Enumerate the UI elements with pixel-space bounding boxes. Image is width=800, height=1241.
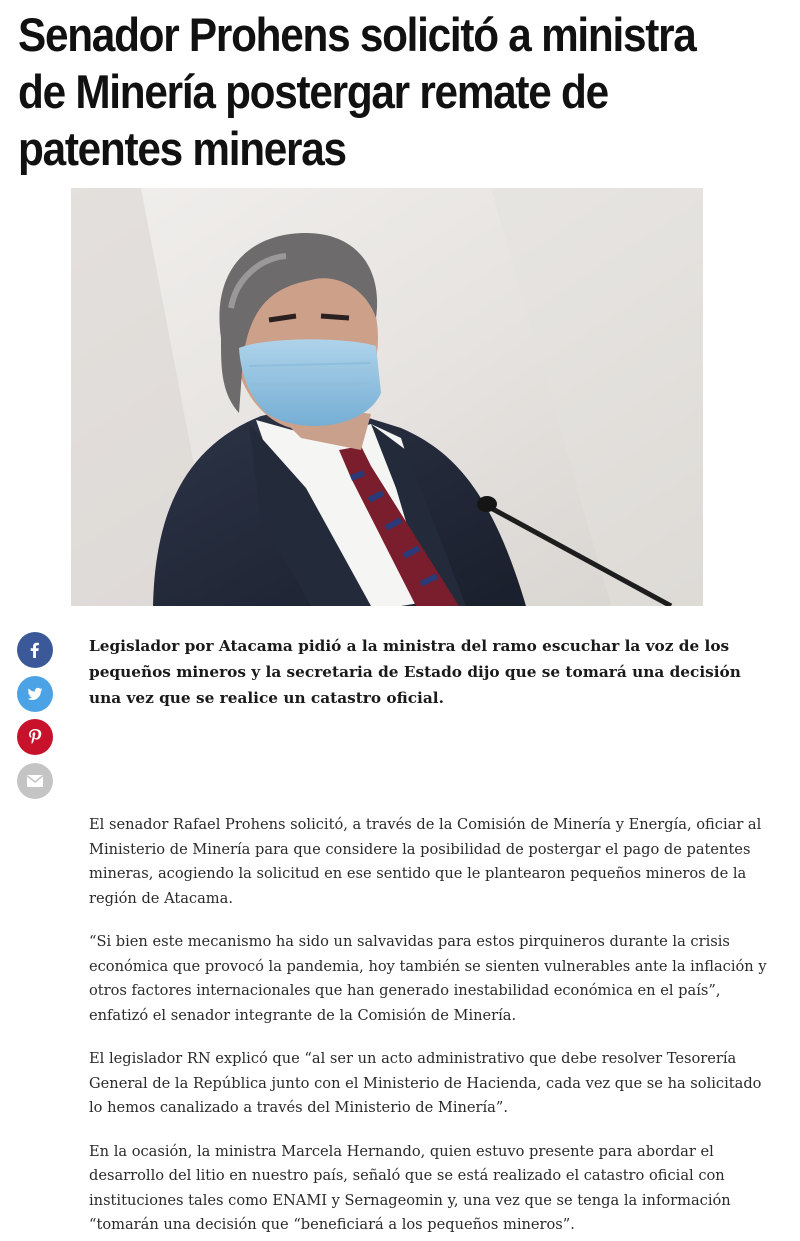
article-title: Senador Prohens solicitó a ministra de Minería postergar remate de patentes mineras [18, 8, 696, 175]
article-paragraph: En la ocasión, la ministra Marcela Hernando, quien estuvo presente para abordar el desarrollo del litio en nuestro país, señaló que se está realizado el catastro oficial con instituciones tales como ENAMI y Sernageomin y, una vez que se tenga la información “tomarán una decisión que “beneficiará a los pequeños mineros”. [89, 1142, 731, 1233]
twitter-icon [26, 685, 44, 703]
article-lead: Legislador por Atacama pidió a la ministra del ramo escuchar la voz de los pequeños mineros y la secretaria de Estado dijo que se tomará una decisión una vez que se realice un catastro oficial. [89, 637, 741, 707]
twitter-share-button[interactable] [17, 676, 53, 712]
facebook-share-button[interactable] [17, 632, 53, 668]
article-paragraph: “Si bien este mecanismo ha sido un salvavidas para estos pirquineros durante la crisis económica que provocó la pandemia, hoy también se sienten vulnerables ante la inflación y otros factores internacionales que han generado inestabilidad económica en el país”, enfatizó el senador integrante de la Comisión de Minería. [89, 933, 767, 1024]
article-body [89, 813, 779, 1241]
email-share-button[interactable] [17, 763, 53, 799]
article-paragraph: El senador Rafael Prohens solicitó, a través de la Comisión de Minería y Energía, oficiar al Ministerio de Minería para que considere la posibilidad de postergar el pago de patentes mineras, acogiendo la solicitud en ese sentido que le plantearon pequeños mineros de la región de Atacama. [89, 816, 762, 907]
share-bar [17, 632, 53, 806]
facebook-icon [26, 641, 44, 659]
pinterest-share-button[interactable] [17, 719, 53, 755]
article-paragraph: El legislador RN explicó que “al ser un acto administrativo que debe resolver Tesorería General de la República junto con el Ministerio de Hacienda, cada vez que se ha solicitado lo hemos canalizado a través del Ministerio de Minería”. [89, 1050, 762, 1116]
article-photo [71, 188, 703, 606]
pinterest-icon [27, 728, 43, 746]
email-icon [26, 774, 44, 788]
